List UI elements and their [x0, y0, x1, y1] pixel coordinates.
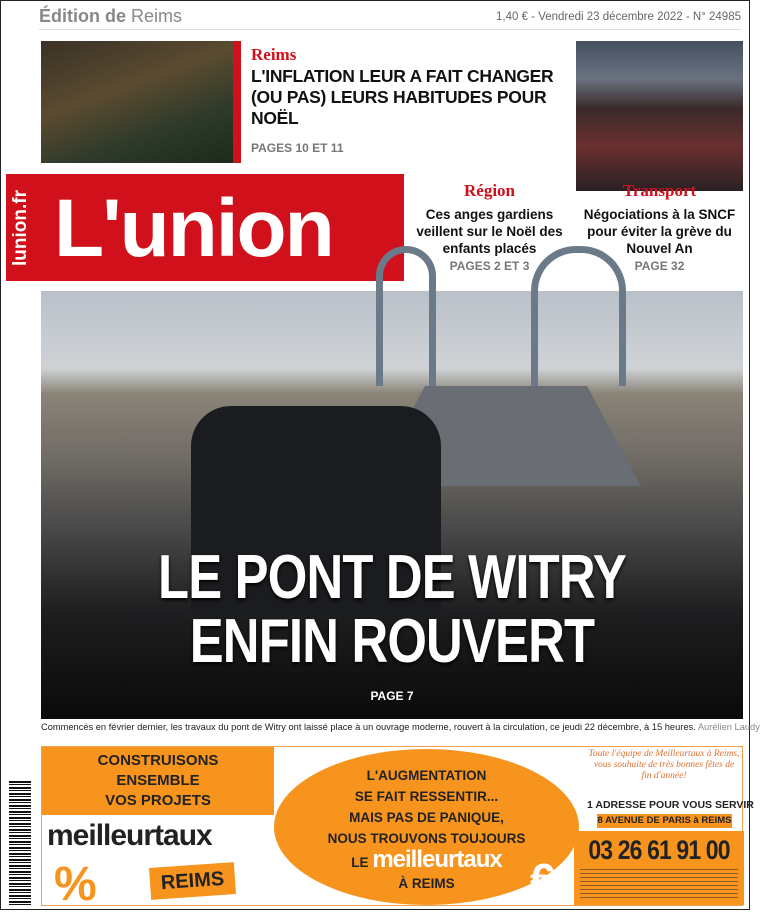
barcode — [9, 781, 31, 906]
train-station-photo — [576, 41, 743, 191]
oval-city: À REIMS — [398, 876, 455, 891]
transport-text: Négociations à la SNCF pour éviter la grève du Nouvel An — [583, 207, 736, 256]
oval-le: LE — [351, 855, 369, 870]
transport-kicker: Transport — [622, 181, 697, 200]
caption-text: Commencés en février dernier, les travaux du pont de Witry ont laissé place à un ouvrage moderne, rouvert à la circulation, ce jeudi 22 décembre, à 15 heures. — [41, 722, 696, 732]
site-url-text: lunion.fr — [10, 189, 32, 266]
oval-line: L'AUGMENTATION — [366, 768, 487, 783]
advertisement[interactable] — [41, 746, 754, 911]
photo-credit: Aurélien Laudy — [697, 722, 760, 732]
edition-label — [39, 6, 182, 27]
edition-city: Reims — [131, 6, 183, 26]
top-story-headline[interactable]: L'INFLATION LEUR A FAIT CHANGER (OU PAS) LEURS HABITUDES POUR NOËL — [251, 66, 554, 128]
oval-line: NOUS TROUVONS TOUJOURS — [327, 831, 526, 846]
oval-line: MAIS PAS DE PANIQUE, — [349, 810, 504, 825]
dateline: 1,40 € - Vendredi 23 décembre 2022 - N° 24985 — [496, 11, 741, 23]
edition-prefix: Édition de — [39, 6, 126, 26]
ad-slogan — [42, 747, 274, 815]
headline-line-1: LE PONT DE WITRY — [158, 543, 626, 612]
address-title: 1 ADRESSE POUR VOUS SERVIR — [587, 799, 754, 811]
site-url — [6, 174, 36, 281]
region-text: Ces anges gardiens veillent sur le Noël des enfants placés — [416, 207, 563, 256]
ad-brand-logo: meilleurtaux — [47, 819, 212, 852]
legal-fine-print — [580, 869, 738, 899]
address: 8 AVENUE DE PARIS à REIMS — [597, 815, 732, 826]
bridge-reopening-photo — [41, 291, 743, 719]
main-headline[interactable] — [104, 543, 680, 676]
christmas-lights-photo — [41, 41, 233, 163]
oval-brand: meilleurtaux — [372, 846, 502, 873]
ad-wishes: Toute l'équipe de Meilleurtaux à Reims, vous souhaite de très bonnes fêtes de fin d'année! — [588, 749, 740, 781]
accent-bar — [233, 41, 241, 163]
phone-block — [574, 831, 744, 905]
region-kicker: Région — [464, 181, 515, 200]
city-badge: REIMS — [149, 862, 236, 900]
region-pages: PAGES 2 ET 3 — [449, 259, 530, 273]
euro-icon: € — [530, 855, 555, 904]
headline-line-2: ENFIN ROUVERT — [189, 607, 595, 676]
masthead — [6, 174, 404, 281]
slogan-line: CONSTRUISONS — [97, 752, 219, 769]
divider — [39, 29, 741, 30]
top-story-kicker: Reims — [251, 45, 297, 64]
bridge-arch — [531, 246, 626, 386]
bridge-arch — [376, 246, 436, 386]
slogan-line: ENSEMBLE — [116, 772, 200, 789]
main-story-page: PAGE 7 — [370, 689, 414, 703]
transport-pages: PAGE 32 — [634, 259, 685, 273]
phone-number: 03 26 61 91 00 — [588, 835, 730, 865]
photo-caption — [41, 722, 760, 732]
newspaper-logo: L'union — [54, 183, 333, 274]
top-story-pages: PAGES 10 ET 11 — [251, 141, 344, 155]
slogan-line: VOS PROJETS — [105, 792, 211, 809]
percent-icon: % — [54, 858, 97, 911]
oval-line: SE FAIT RESSENTIR... — [354, 789, 499, 804]
